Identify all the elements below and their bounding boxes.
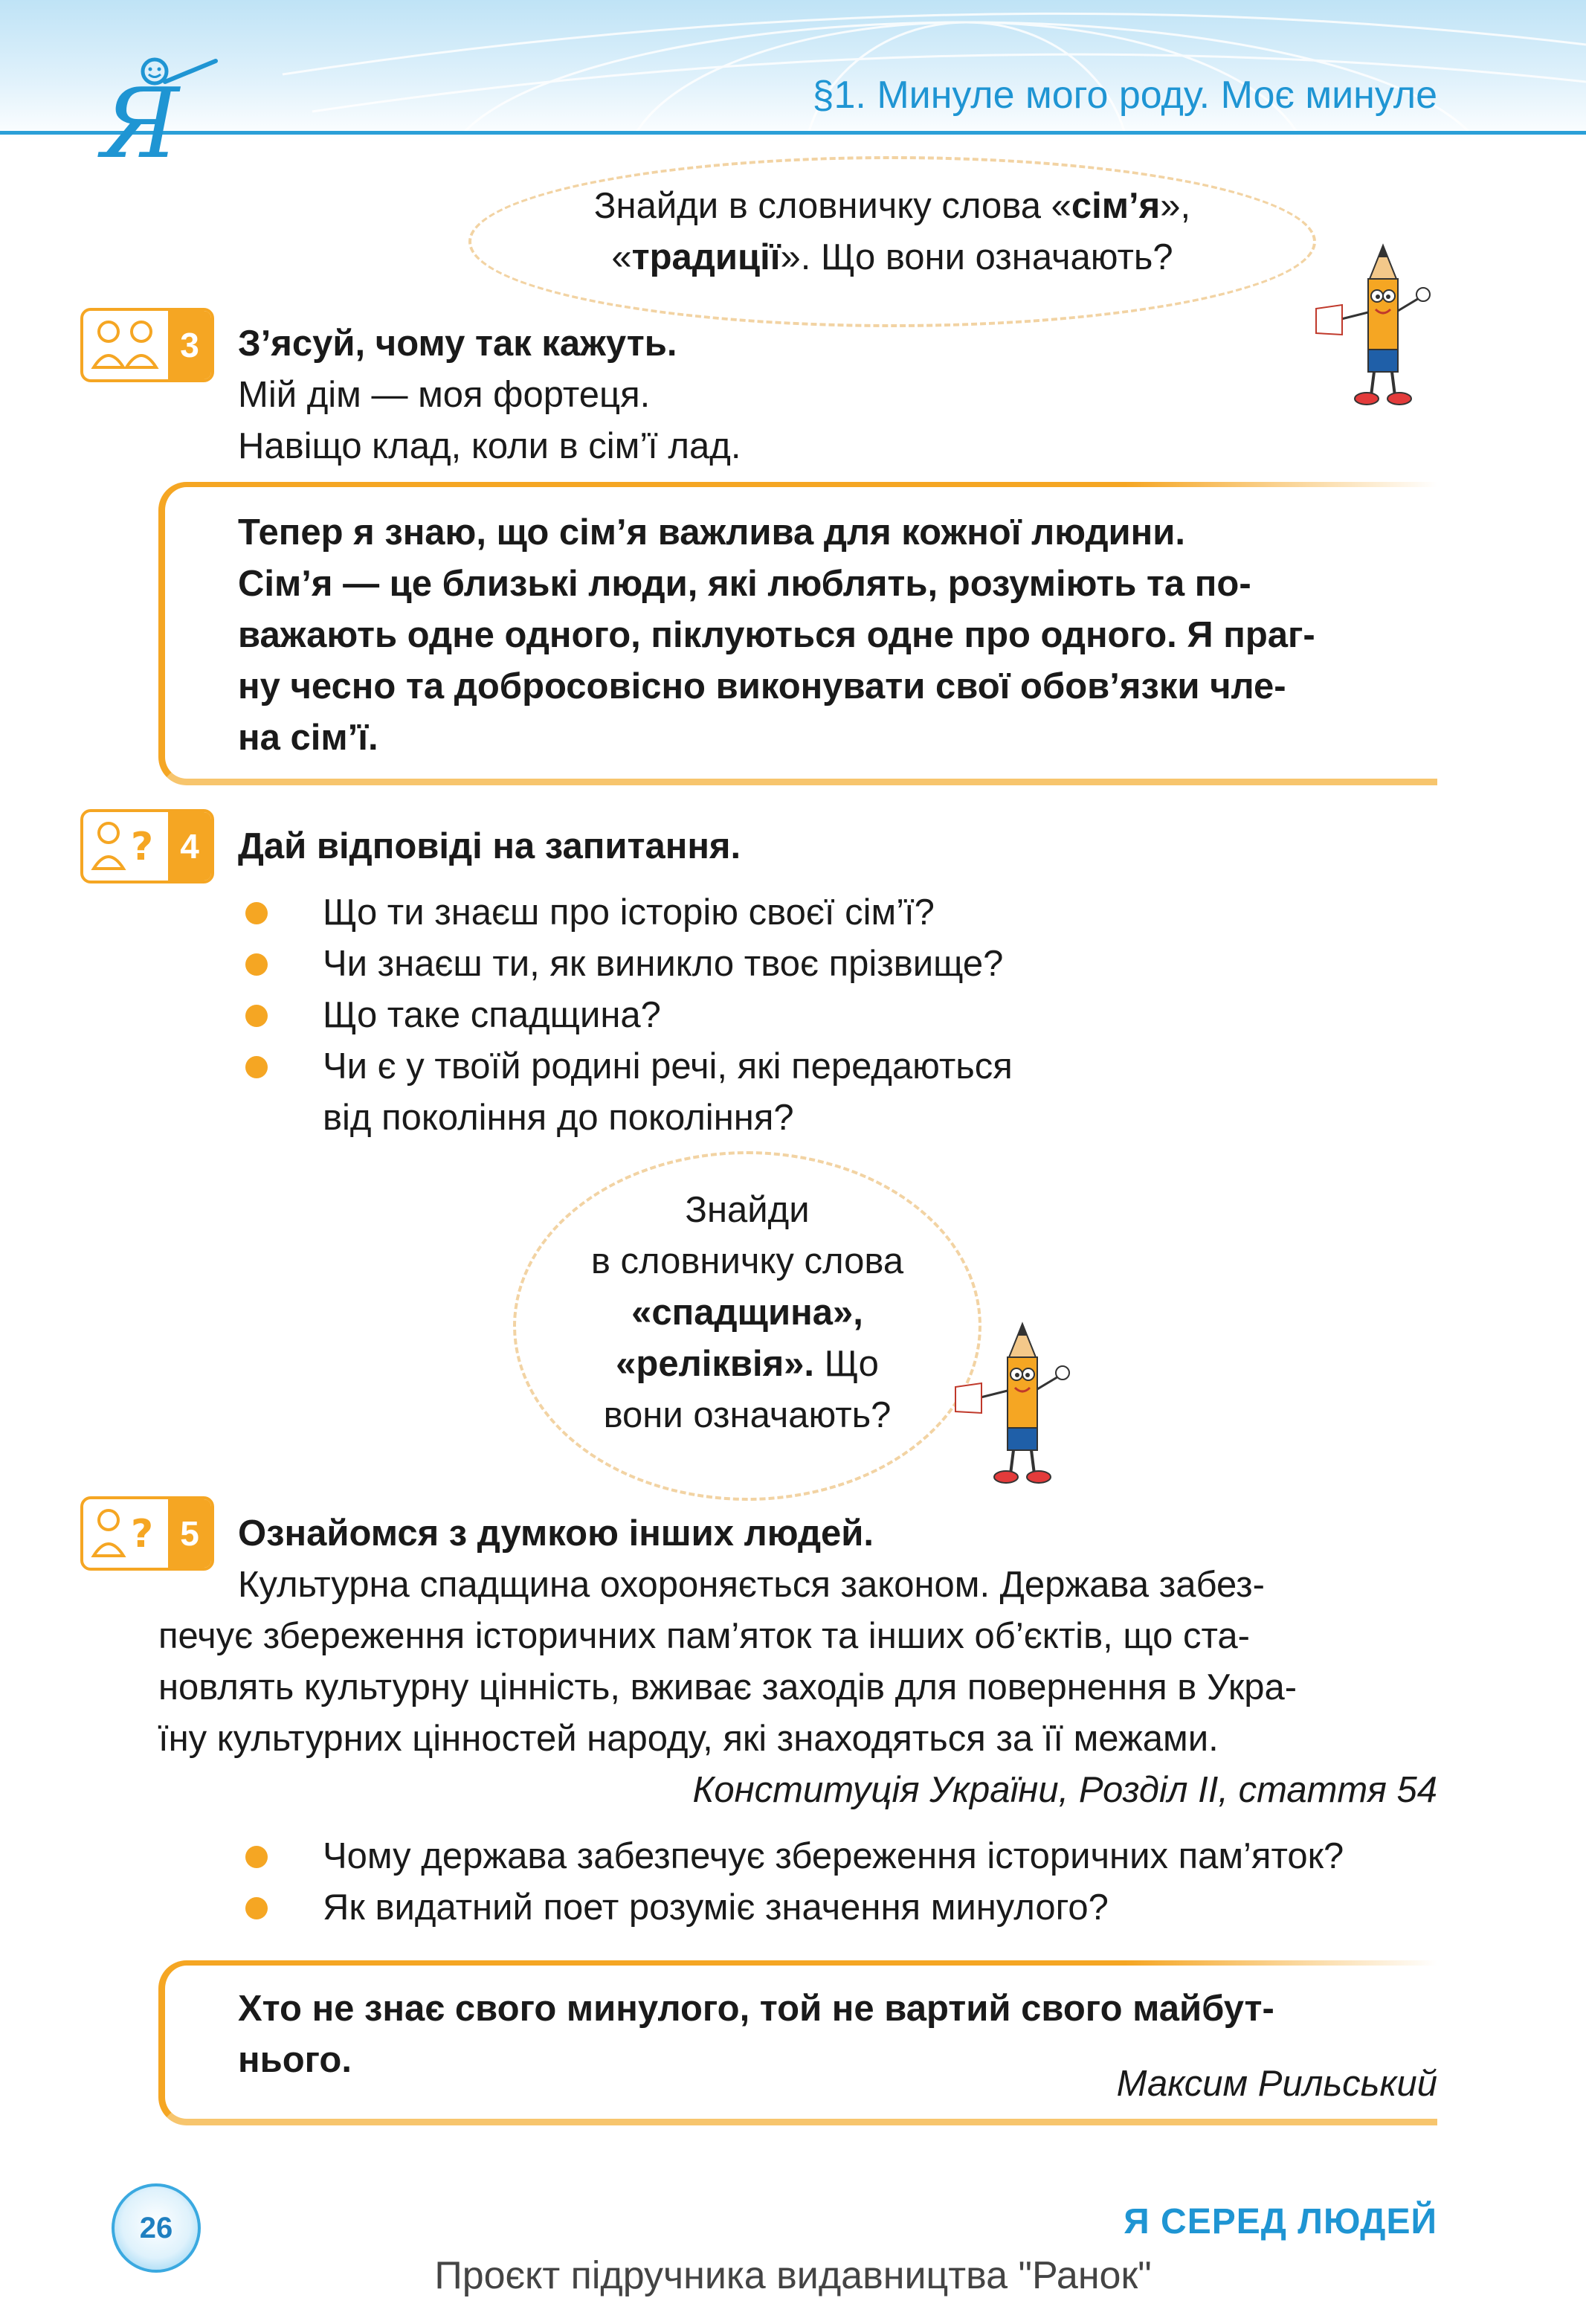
header-title: §1. Минуле мого роду. Моє минуле — [812, 74, 1437, 117]
task-number-4: 4 — [168, 812, 211, 881]
task-number-5: 5 — [168, 1499, 211, 1568]
task3-line-2: Навіщо клад, коли в сім’ї лад. — [238, 426, 741, 466]
list-item: Чи знаєш ти, як виникло твоє прізвище? — [245, 939, 1435, 990]
callout1-text: Тепер я знаю, що сім’я важлива для кожної людини. Сім’я — це близькі люди, які люблять, розуміють та по- важають одне одного, піклуються одне про одного. Я праг- ну чесно та добросовісно виконувати свої обов’язки чле- на сім’ї. — [238, 512, 1315, 758]
page-number: 26 — [112, 2183, 201, 2273]
task3-line-1: Мій дім — моя фортеця. — [238, 375, 651, 415]
list-item: Чи є у твоїй родині речі, які передаються — [245, 1041, 1435, 1092]
callout2-text: Хто не знає свого минулого, той не вартий свого майбут- нього. — [238, 1989, 1274, 2080]
publisher-note: Проєкт підручника видавництва "Ранок" — [434, 2254, 1152, 2297]
task5-questions — [245, 1831, 1450, 1934]
list-item: від покоління до покоління? — [323, 1098, 794, 1138]
task-number-3: 3 — [168, 311, 211, 379]
task3-block — [238, 318, 1205, 472]
task5-quote-cont: печує збереження історичних пам’яток та інших об’єктів, що ста- новлять культурну цінність, вживає заходів для повернення в Укра- їну культурних цінностей народу, які знаходяться за її межами. — [158, 1616, 1298, 1759]
question-people-icon — [88, 1504, 170, 1566]
svg-text:?: ? — [131, 1512, 154, 1557]
bubble-top-text: Знайди в словничку слова «сім’я», «традиції». Що вони означають? — [593, 186, 1191, 277]
header-divider — [0, 131, 1586, 135]
list-item: Що таке спадщина? — [245, 990, 1435, 1041]
task5-title: Ознайомся з думкою інших людей. — [238, 1513, 874, 1554]
task4-title: Дай відповіді на запитання. — [238, 826, 741, 866]
task5-source: Конституція України, Розділ ІІ, стаття 54 — [692, 1770, 1437, 1810]
task-badge-4 — [80, 809, 214, 883]
svg-text:?: ? — [131, 825, 154, 869]
callout2-author: Максим Рильський — [1116, 2064, 1437, 2104]
pencil-mascot-icon — [1309, 238, 1442, 416]
task-badge-5 — [80, 1496, 214, 1571]
globe-lines-decoration — [0, 0, 1586, 141]
task3-title: З’ясуй, чому так кажуть. — [238, 324, 677, 364]
pencil-character-middle — [948, 1316, 1082, 1495]
logo — [97, 52, 223, 180]
list-item: Як видатний поет розуміє значення минулого? — [245, 1882, 1450, 1934]
question-people-icon — [88, 817, 170, 879]
section-label: Я СЕРЕД ЛЮДЕЙ — [1124, 2202, 1437, 2241]
bubble-mid-text: Знайди в словничку слова «спадщина», «реліквія». Що вони означають? — [590, 1190, 904, 1435]
logo-letter: Я — [101, 67, 179, 180]
task-badge-3 — [80, 308, 214, 382]
task5-quote: Культурна спадщина охороняється законом. Держава забез- — [238, 1565, 1265, 1605]
list-item: Що ти знаєш про історію своєї сім’ї? — [245, 887, 1435, 939]
pencil-character-top — [1309, 238, 1442, 416]
list-item: Чому держава забезпечує збереження історичних пам’яток? — [245, 1831, 1450, 1882]
task4-questions — [245, 887, 1435, 1144]
pair-work-icon — [88, 315, 170, 378]
pencil-mascot-icon — [948, 1316, 1082, 1495]
header-band — [0, 0, 1586, 141]
